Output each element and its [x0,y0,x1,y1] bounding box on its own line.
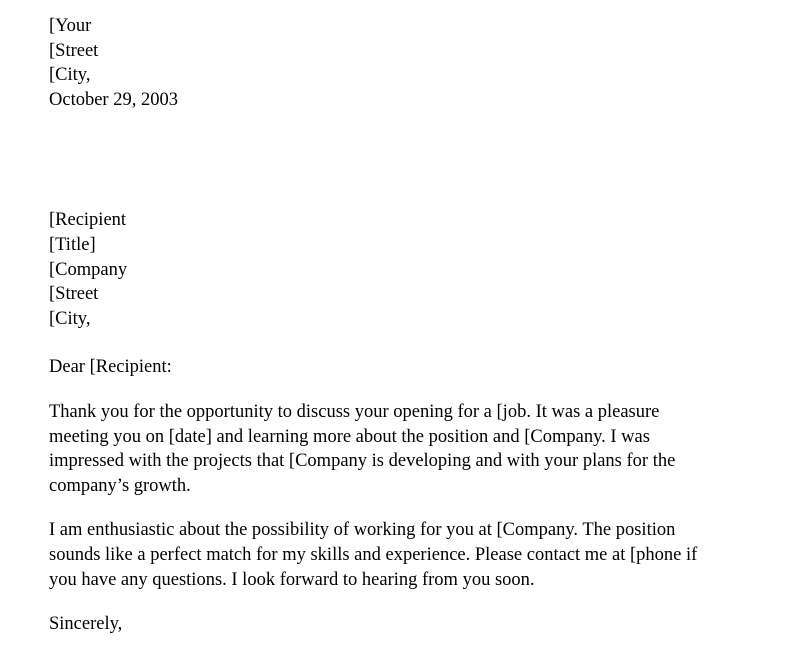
sender-city-line: [City, [49,65,91,86]
paragraph-line: company’s growth. [49,475,191,496]
salutation-text: Dear [Recipient: [49,357,172,378]
recipient-street-line: [Street [49,284,99,305]
paragraph-line: meeting you on [date] and learning more about the position and [Company. I was [49,426,650,447]
recipient-city-line: [City, [49,308,91,329]
recipient-title-line: [Title] [49,234,96,255]
paragraph-line: I am enthusiastic about the possibility of working for you at [Company. The position [49,520,676,541]
body-paragraph-2 [49,518,794,592]
recipient-company-line: [Company [49,259,128,280]
salutation [49,355,794,380]
paragraph-line: Thank you for the opportunity to discuss your opening for a [job. It was a pleasure [49,401,660,422]
letter-document [49,14,794,637]
body-paragraph-1 [49,400,794,498]
sender-address-block [49,14,794,112]
closing-text: Sincerely, [49,614,123,635]
recipient-name-line: [Recipient [49,210,127,231]
paragraph-line: sounds like a perfect match for my skills and experience. Please contact me at [phone if [49,544,698,565]
letter-date: October 29, 2003 [49,89,178,110]
sender-name-line: [Your [49,16,92,36]
recipient-address-block [49,208,794,331]
sender-street-line: [Street [49,40,99,61]
closing [49,612,794,637]
paragraph-line: impressed with the projects that [Company is developing and with your plans for the [49,451,676,472]
paragraph-line: you have any questions. I look forward to hearing from you soon. [49,569,535,590]
